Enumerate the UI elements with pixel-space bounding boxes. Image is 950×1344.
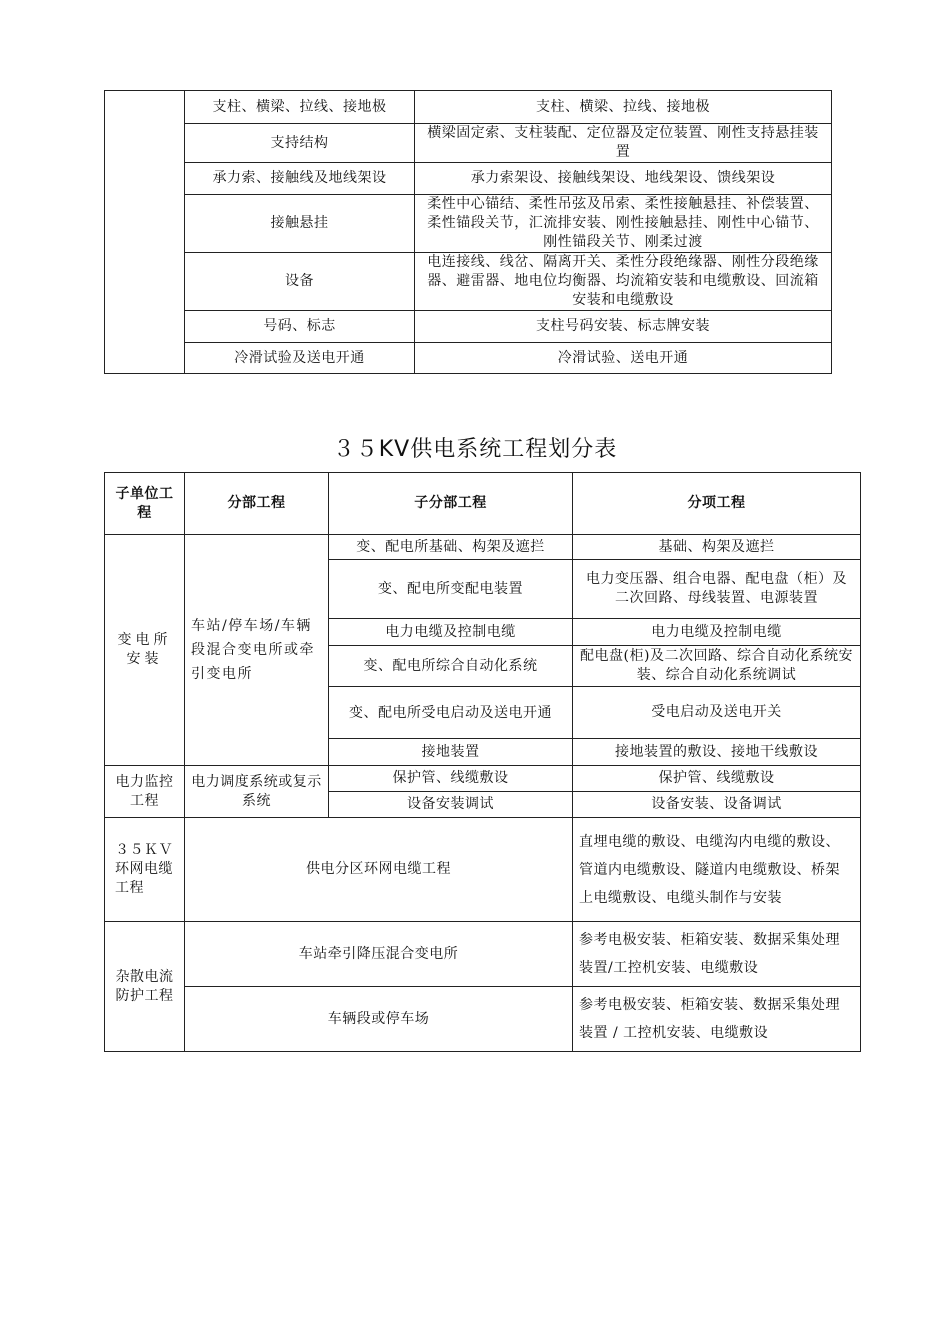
part-cell: 供电分区环网电缆工程: [185, 818, 573, 922]
subpart-cell: 变、配电所基础、构架及遮拦: [329, 535, 573, 560]
header-item: 分项工程: [573, 473, 861, 535]
item-cell: 冷滑试验、送电开通: [415, 343, 832, 374]
part-cell: 车站牵引降压混合变电所: [185, 922, 573, 987]
subpart-cell: 保护管、线缆敷设: [329, 766, 573, 792]
unit-cell: 杂散电流防护工程: [105, 922, 185, 1052]
subpart-cell: 变、配电所综合自动化系统: [329, 646, 573, 687]
sub-cell: 承力索、接触线及地线架设: [185, 163, 415, 195]
sub-cell: 冷滑试验及送电开通: [185, 343, 415, 374]
top-table: [104, 90, 832, 374]
part-cell: 电力调度系统或复示系统: [185, 766, 329, 818]
division-table: [104, 472, 861, 1052]
item-cell: 电力变压器、组合电器、配电盘（柜）及二次回路、母线装置、电源装置: [573, 560, 861, 619]
subpart-cell: 变、配电所受电启动及送电开通: [329, 687, 573, 739]
unit-cell: 电力监控工程: [105, 766, 185, 818]
unit-cell: 变电所安装: [105, 535, 185, 766]
item-cell: 横梁固定索、支柱装配、定位器及定位装置、刚性支持悬挂装置: [415, 124, 832, 163]
subpart-cell: 电力电缆及控制电缆: [329, 619, 573, 646]
item-cell: 基础、构架及遮拦: [573, 535, 861, 560]
item-cell: 受电启动及送电开关: [573, 687, 861, 739]
item-cell: 直埋电缆的敷设、电缆沟内电缆的敷设、管道内电缆敷设、隧道内电缆敷设、桥架上电缆敷设、电缆头制作与安装: [573, 818, 861, 922]
subpart-cell: 设备安装调试: [329, 792, 573, 818]
item-cell: 支柱号码安装、标志牌安装: [415, 311, 832, 343]
item-cell: 参考电极安装、柜箱安装、数据采集处理装置/工控机安装、电缆敷设: [573, 922, 861, 987]
item-cell: 保护管、线缆敷设: [573, 766, 861, 792]
unit-cell: ３５ＫＶ环网电缆工程: [105, 818, 185, 922]
item-cell: 电连接线、线岔、隔离开关、柔性分段绝缘器、刚性分段绝缘器、避雷器、地电位均衡器、均流箱安装和电缆敷设、回流箱安装和电缆敷设: [415, 253, 832, 311]
sub-cell: 支柱、横梁、拉线、接地极: [185, 91, 415, 124]
item-cell: 配电盘(柜)及二次回路、综合自动化系统安装、综合自动化系统调试: [573, 646, 861, 687]
empty-unit-cell: [105, 91, 185, 374]
table-title: ３５KV供电系统工程划分表: [332, 437, 618, 462]
item-cell: 支柱、横梁、拉线、接地极: [415, 91, 832, 124]
item-cell: 电力电缆及控制电缆: [573, 619, 861, 646]
sub-cell: 设备: [185, 253, 415, 311]
part-cell: 车站/停车场/车辆段混合变电所或牵引变电所: [185, 535, 329, 766]
subpart-cell: 接地装置: [329, 739, 573, 766]
item-cell: 承力索架设、接触线架设、地线架设、馈线架设: [415, 163, 832, 195]
item-cell: 参考电极安装、柜箱安装、数据采集处理装置 / 工控机安装、电缆敷设: [573, 987, 861, 1052]
part-cell: 车辆段或停车场: [185, 987, 573, 1052]
header-part: 分部工程: [185, 473, 329, 535]
sub-cell: 号码、标志: [185, 311, 415, 343]
header-subpart: 子分部工程: [329, 473, 573, 535]
subpart-cell: 变、配电所变配电装置: [329, 560, 573, 619]
header-unit: 子单位工程: [105, 473, 185, 535]
item-cell: 接地装置的敷设、接地干线敷设: [573, 739, 861, 766]
sub-cell: 接触悬挂: [185, 195, 415, 253]
item-cell: 设备安装、设备调试: [573, 792, 861, 818]
sub-cell: 支持结构: [185, 124, 415, 163]
item-cell: 柔性中心锚结、柔性吊弦及吊索、柔性接触悬挂、补偿装置、柔性锚段关节，汇流排安装、刚性接触悬挂、刚性中心锚节、刚性锚段关节、刚柔过渡: [415, 195, 832, 253]
